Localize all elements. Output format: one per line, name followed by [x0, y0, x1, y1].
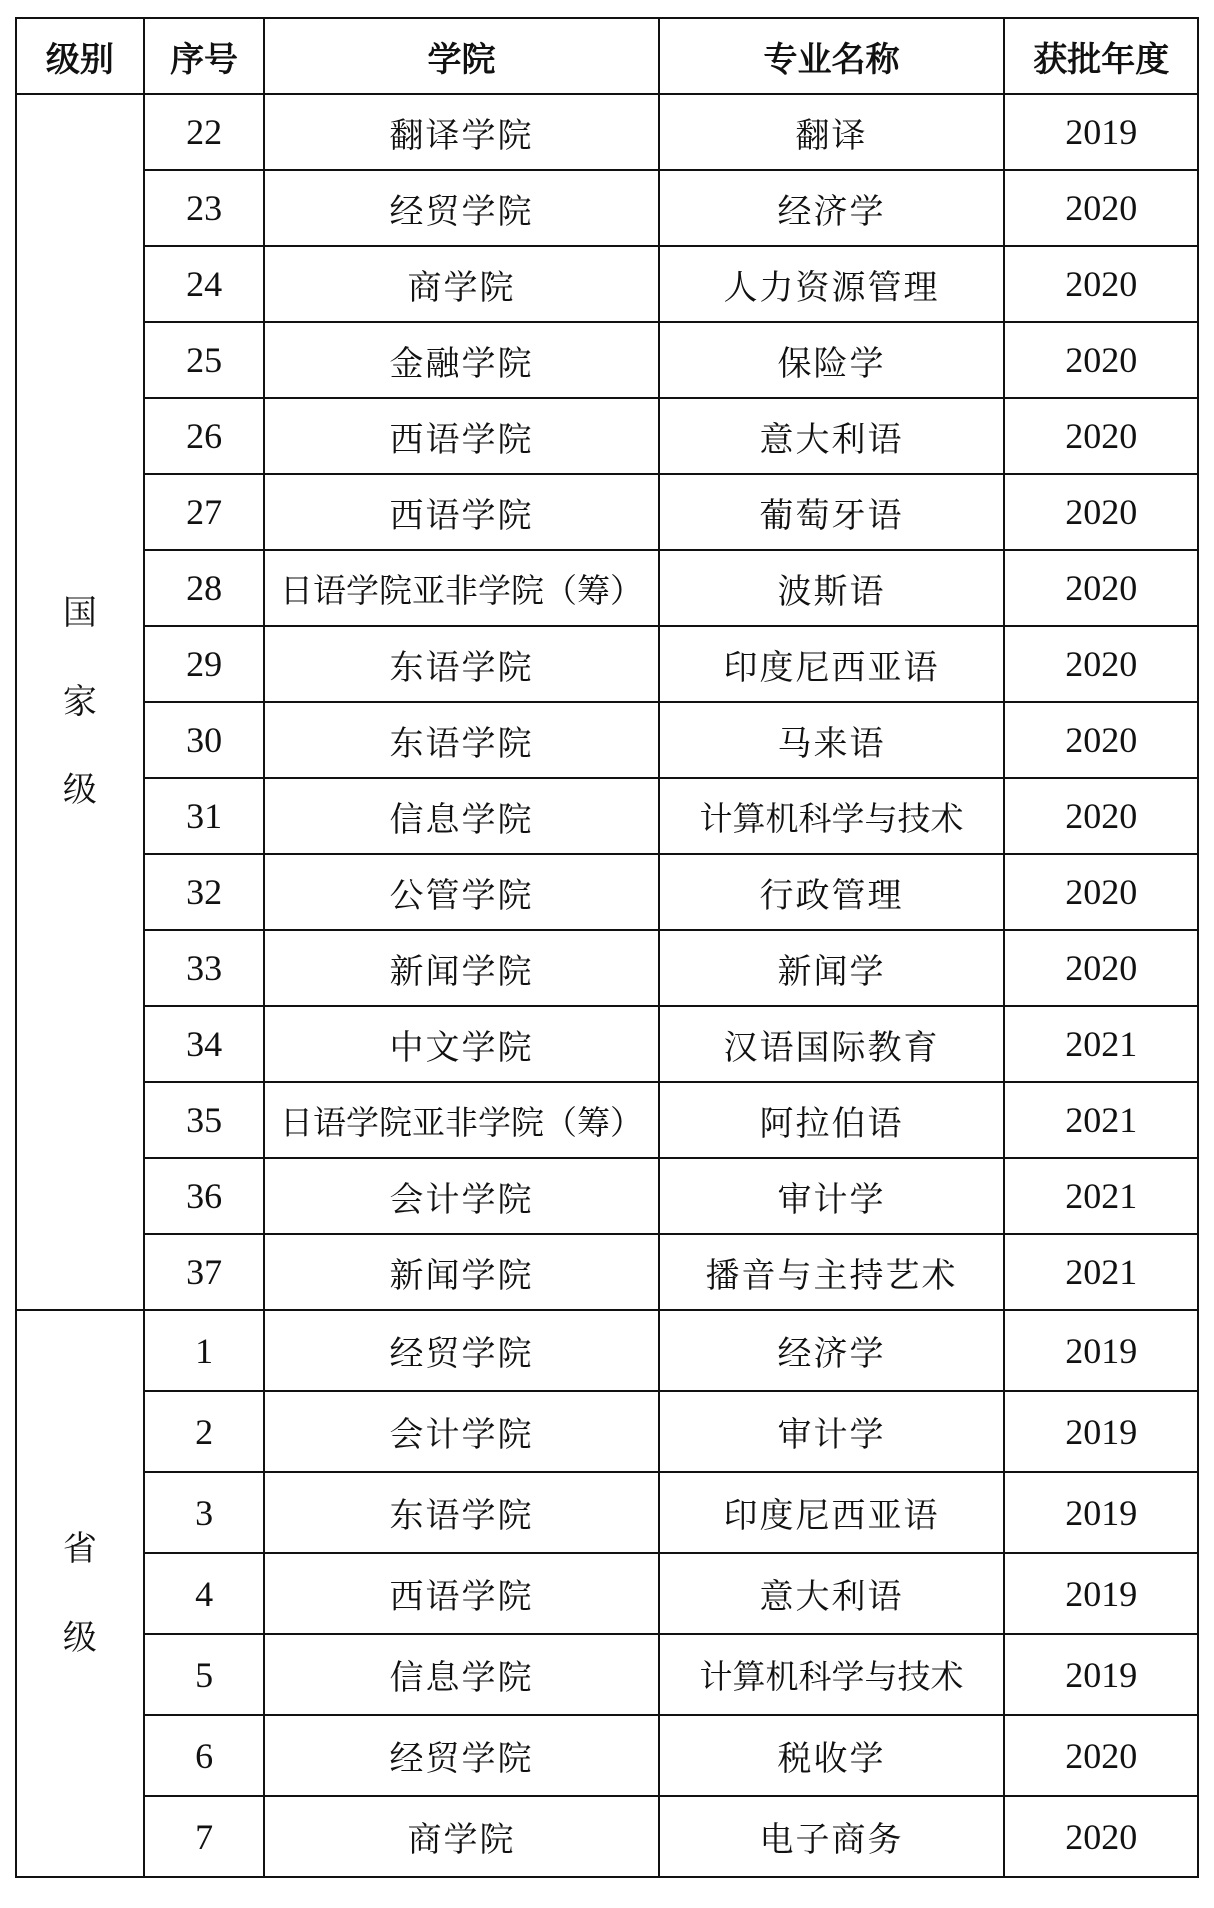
table-row [16, 246, 1198, 322]
year-cell: 2020 [1004, 170, 1198, 246]
year-cell: 2020 [1004, 322, 1198, 398]
table-row [16, 1234, 1198, 1310]
table-row [16, 930, 1198, 1006]
table-row [16, 1158, 1198, 1234]
number-cell: 2 [144, 1391, 265, 1472]
year-cell: 2019 [1004, 1391, 1198, 1472]
major-cell: 播音与主持艺术 [659, 1234, 1005, 1310]
number-cell: 31 [144, 778, 265, 854]
major-cell: 汉语国际教育 [659, 1006, 1005, 1082]
number-cell: 7 [144, 1796, 265, 1877]
table-row [16, 1006, 1198, 1082]
college-cell: 西语学院 [264, 398, 658, 474]
number-cell: 5 [144, 1634, 265, 1715]
level-cell [16, 1310, 144, 1877]
college-cell: 信息学院 [264, 1634, 658, 1715]
major-cell: 印度尼西亚语 [659, 1472, 1005, 1553]
number-cell: 22 [144, 94, 265, 170]
major-cell: 阿拉伯语 [659, 1082, 1005, 1158]
number-cell: 35 [144, 1082, 265, 1158]
year-cell: 2019 [1004, 1310, 1198, 1391]
number-cell: 6 [144, 1715, 265, 1796]
college-cell: 西语学院 [264, 1553, 658, 1634]
major-cell: 马来语 [659, 702, 1005, 778]
level-label: 国家级 [62, 593, 97, 811]
header-college: 学院 [264, 18, 658, 94]
number-cell: 33 [144, 930, 265, 1006]
year-cell: 2020 [1004, 1715, 1198, 1796]
year-cell: 2020 [1004, 778, 1198, 854]
college-cell: 新闻学院 [264, 930, 658, 1006]
major-cell: 翻译 [659, 94, 1005, 170]
number-cell: 28 [144, 550, 265, 626]
major-cell: 审计学 [659, 1158, 1005, 1234]
table-row [16, 854, 1198, 930]
number-cell: 23 [144, 170, 265, 246]
table-row [16, 322, 1198, 398]
major-cell: 计算机科学与技术 [659, 1634, 1005, 1715]
number-cell: 24 [144, 246, 265, 322]
table-row [16, 1796, 1198, 1877]
table-row [16, 170, 1198, 246]
college-cell: 经贸学院 [264, 170, 658, 246]
number-cell: 30 [144, 702, 265, 778]
year-cell: 2021 [1004, 1234, 1198, 1310]
number-cell: 34 [144, 1006, 265, 1082]
number-cell: 36 [144, 1158, 265, 1234]
college-cell: 翻译学院 [264, 94, 658, 170]
college-cell: 会计学院 [264, 1391, 658, 1472]
college-cell: 新闻学院 [264, 1234, 658, 1310]
table-row [16, 626, 1198, 702]
major-cell: 葡萄牙语 [659, 474, 1005, 550]
major-cell: 人力资源管理 [659, 246, 1005, 322]
college-cell: 西语学院 [264, 474, 658, 550]
college-cell: 会计学院 [264, 1158, 658, 1234]
year-cell: 2021 [1004, 1006, 1198, 1082]
number-cell: 27 [144, 474, 265, 550]
number-cell: 37 [144, 1234, 265, 1310]
college-cell: 金融学院 [264, 322, 658, 398]
table-row [16, 1553, 1198, 1634]
year-cell: 2020 [1004, 626, 1198, 702]
college-cell: 中文学院 [264, 1006, 658, 1082]
year-cell: 2020 [1004, 702, 1198, 778]
year-cell: 2019 [1004, 1634, 1198, 1715]
year-cell: 2019 [1004, 1553, 1198, 1634]
college-cell: 公管学院 [264, 854, 658, 930]
table-row [16, 1472, 1198, 1553]
table-row [16, 1310, 1198, 1391]
year-cell: 2020 [1004, 1796, 1198, 1877]
college-cell: 日语学院亚非学院（筹） [264, 550, 658, 626]
header-year: 获批年度 [1004, 18, 1198, 94]
college-cell: 日语学院亚非学院（筹） [264, 1082, 658, 1158]
table-row [16, 1082, 1198, 1158]
major-cell: 经济学 [659, 1310, 1005, 1391]
year-cell: 2020 [1004, 474, 1198, 550]
table-row [16, 398, 1198, 474]
level-label: 省级 [62, 1529, 97, 1658]
number-cell: 3 [144, 1472, 265, 1553]
major-cell: 电子商务 [659, 1796, 1005, 1877]
header-major: 专业名称 [659, 18, 1005, 94]
table-row [16, 1634, 1198, 1715]
header-row [16, 18, 1198, 94]
major-cell: 意大利语 [659, 1553, 1005, 1634]
table-row [16, 94, 1198, 170]
college-cell: 商学院 [264, 246, 658, 322]
major-cell: 审计学 [659, 1391, 1005, 1472]
major-cell: 新闻学 [659, 930, 1005, 1006]
major-cell: 意大利语 [659, 398, 1005, 474]
table-row [16, 550, 1198, 626]
major-cell: 经济学 [659, 170, 1005, 246]
year-cell: 2020 [1004, 854, 1198, 930]
table-row [16, 778, 1198, 854]
major-cell: 保险学 [659, 322, 1005, 398]
college-cell: 商学院 [264, 1796, 658, 1877]
year-cell: 2021 [1004, 1158, 1198, 1234]
college-cell: 信息学院 [264, 778, 658, 854]
number-cell: 32 [144, 854, 265, 930]
number-cell: 4 [144, 1553, 265, 1634]
table-row [16, 1715, 1198, 1796]
number-cell: 29 [144, 626, 265, 702]
level-cell [16, 94, 144, 1310]
college-cell: 东语学院 [264, 626, 658, 702]
year-cell: 2021 [1004, 1082, 1198, 1158]
number-cell: 26 [144, 398, 265, 474]
majors-table [15, 17, 1199, 1878]
table-row [16, 474, 1198, 550]
year-cell: 2020 [1004, 550, 1198, 626]
table-row [16, 702, 1198, 778]
major-cell: 税收学 [659, 1715, 1005, 1796]
major-cell: 计算机科学与技术 [659, 778, 1005, 854]
college-cell: 东语学院 [264, 702, 658, 778]
year-cell: 2020 [1004, 398, 1198, 474]
year-cell: 2020 [1004, 246, 1198, 322]
college-cell: 经贸学院 [264, 1310, 658, 1391]
table-row [16, 1391, 1198, 1472]
number-cell: 1 [144, 1310, 265, 1391]
college-cell: 东语学院 [264, 1472, 658, 1553]
college-cell: 经贸学院 [264, 1715, 658, 1796]
major-cell: 波斯语 [659, 550, 1005, 626]
year-cell: 2019 [1004, 1472, 1198, 1553]
header-number: 序号 [144, 18, 265, 94]
major-cell: 行政管理 [659, 854, 1005, 930]
number-cell: 25 [144, 322, 265, 398]
major-cell: 印度尼西亚语 [659, 626, 1005, 702]
year-cell: 2019 [1004, 94, 1198, 170]
header-level: 级别 [16, 18, 144, 94]
table-body [16, 94, 1198, 1877]
year-cell: 2020 [1004, 930, 1198, 1006]
